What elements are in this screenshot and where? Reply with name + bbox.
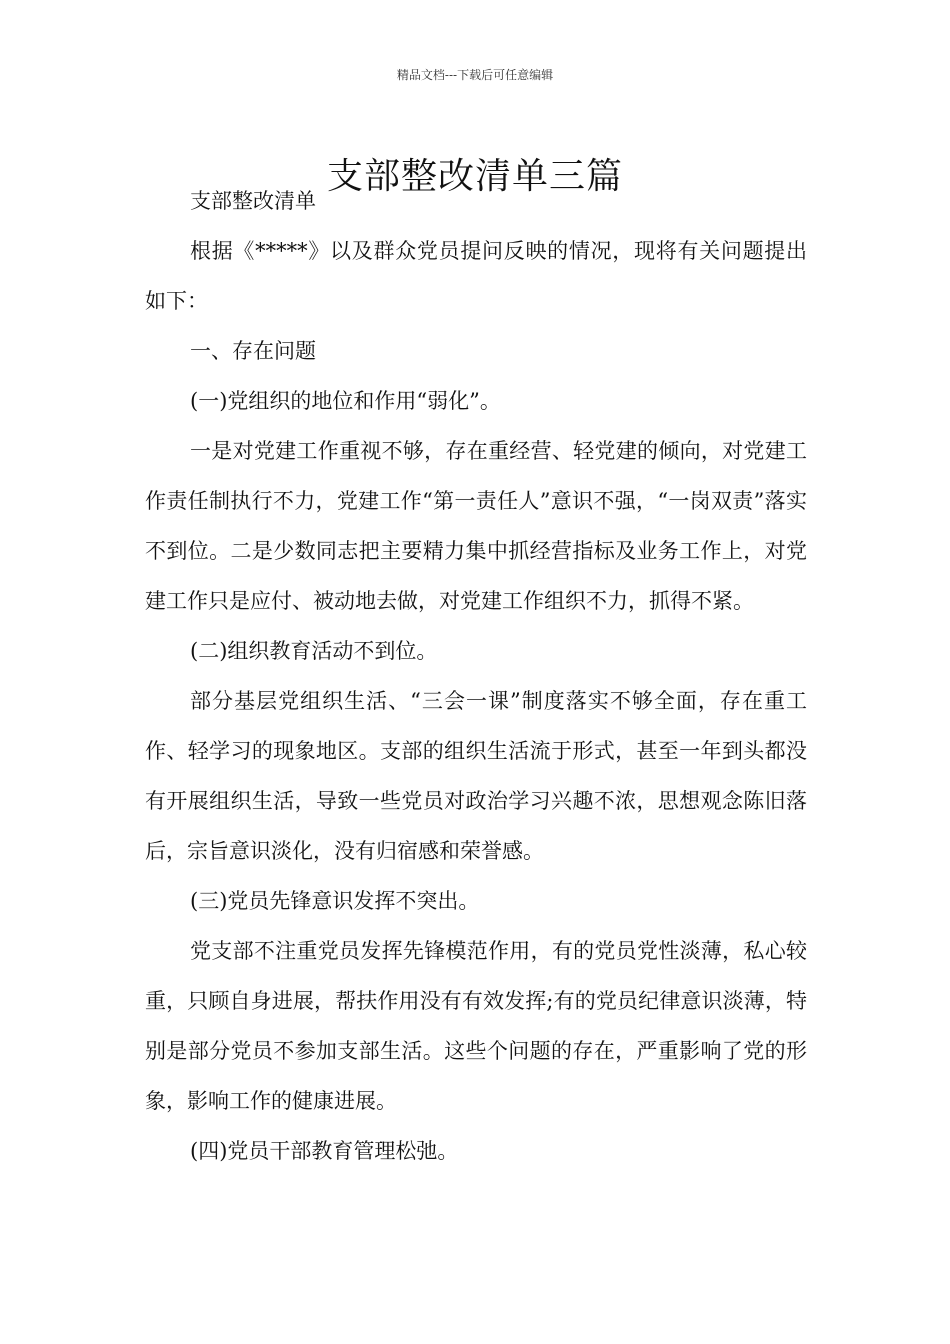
paragraph-2: 部分基层党组织生活、“三会一课”制度落实不够全面，存在重工作、轻学习的现象地区。支部的组织生活流于形式，甚至一年到头都没有开展组织生活，导致一些党员对政治学习兴趣不浓，思想观念陈旧落后，宗旨意识淡化，没有归宿感和荣誉感。: [145, 689, 807, 863]
header-note: 精品文档---下载后可任意编辑: [396, 68, 554, 82]
section-heading-problems: 一、存在问题: [190, 339, 316, 363]
document-body: [145, 176, 807, 1176]
subheading-1: (一)党组织的地位和作用“弱化”。: [190, 389, 501, 413]
paragraph-1: 一是对党建工作重视不够，存在重经营、轻党建的倾向，对党建工作责任制执行不力，党建工作“第一责任人”意识不强，“一岗双责”落实不到位。二是少数同志把主要精力集中抓经营指标及业务工作上，对党建工作只是应付、被动地去做，对党建工作组织不力，抓得不紧。: [145, 439, 807, 613]
paragraph-intro: 根据《*****》以及群众党员提问反映的情况，现将有关问题提出如下：: [145, 239, 807, 313]
subheading-3: (三)党员先锋意识发挥不突出。: [190, 889, 480, 913]
subheading-4: (四)党员干部教育管理松弛。: [190, 1139, 459, 1163]
subheading-2: (二)组织教育活动不到位。: [190, 639, 438, 663]
paragraph-subtitle: 支部整改清单: [190, 189, 316, 213]
paragraph-3: 党支部不注重党员发挥先锋模范作用，有的党员党性淡薄，私心较重，只顾自身进展，帮扶作用没有有效发挥;有的党员纪律意识淡薄，特别是部分党员不参加支部生活。这些个问题的存在，严重影响了党的形象，影响工作的健康进展。: [145, 939, 807, 1113]
document-title: 支部整改清单三篇: [326, 156, 623, 198]
